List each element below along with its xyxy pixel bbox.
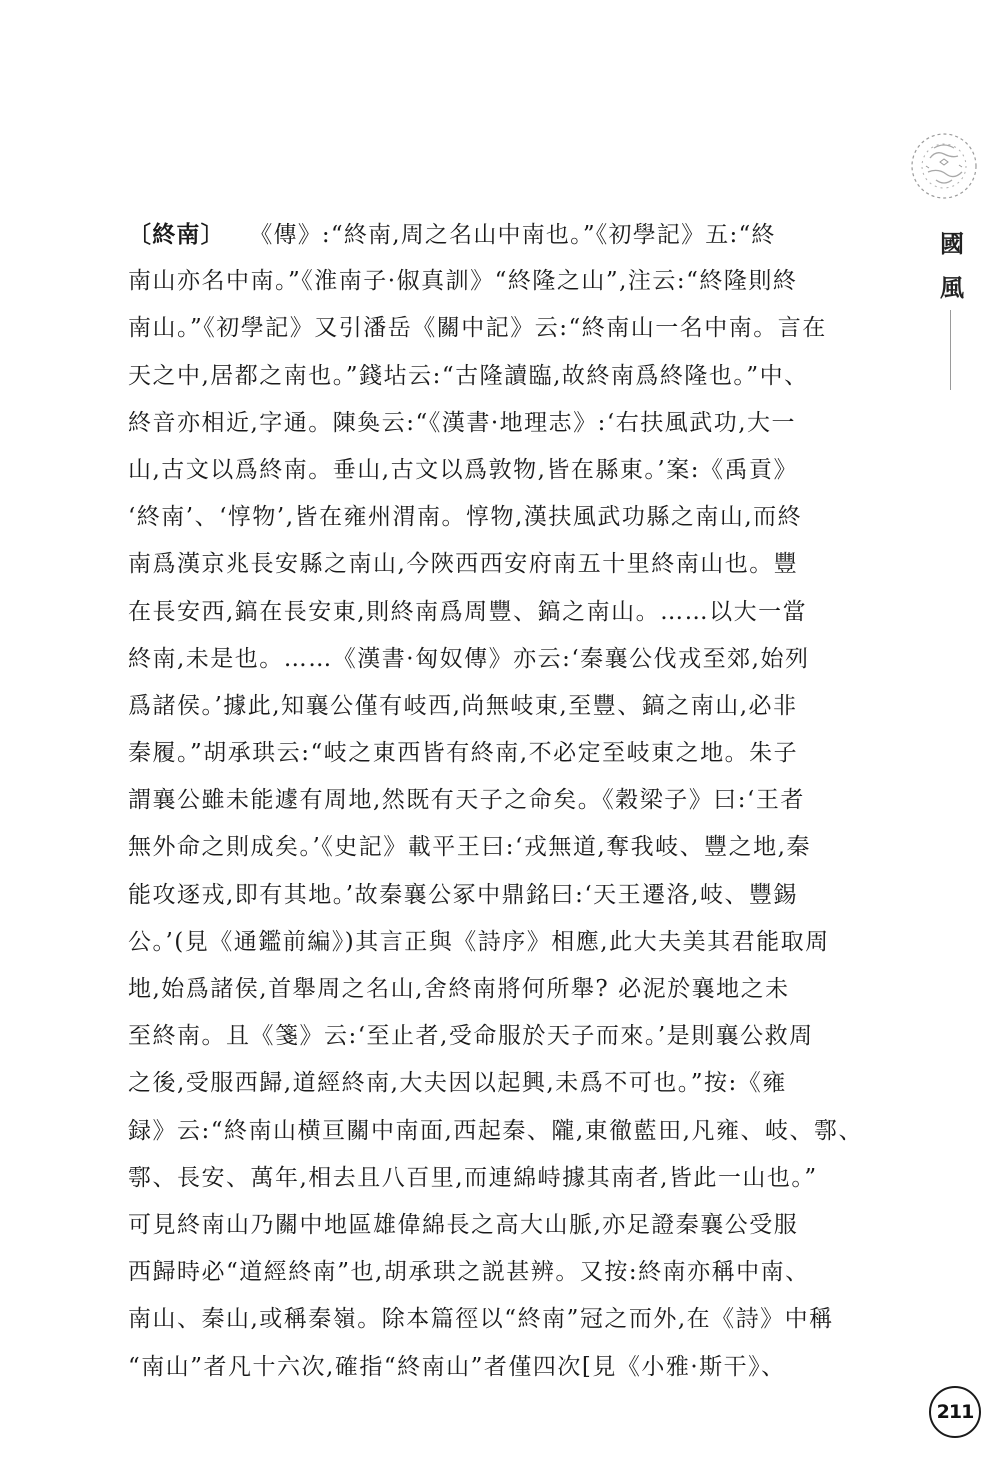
text-line: 可見終南山乃關中地區雄偉綿長之高大山脈,亦足證秦襄公受服 bbox=[128, 1211, 799, 1238]
section-title-text: 國風 bbox=[940, 230, 964, 302]
text-line bbox=[128, 211, 888, 258]
text-line-rest: 《傳》:“終南,周之名山中南也。”《初學記》五:“終 bbox=[260, 222, 776, 248]
text-line: 鄠、長安、萬年,相去且八百里,而連綿峙據其南者,皆此一山也。” bbox=[128, 1164, 818, 1191]
text-line: 之後,受服西歸,道經終南,大夫因以起興,未爲不可也。”按:《雍 bbox=[128, 1070, 787, 1097]
text-line: 爲諸侯。’據此,知襄公僅有岐西,尚無岐東,至豐、鎬之南山,必非 bbox=[128, 692, 798, 719]
text-line: 秦履。”胡承珙云:“岐之東西皆有終南,不必定至岐東之地。朱子 bbox=[128, 740, 799, 767]
text-line: 在長安西,鎬在長安東,則終南爲周豐、鎬之南山。……以大一當 bbox=[128, 598, 808, 625]
text-line: “南山”者凡十六次,確指“終南山”者僅四次[見《小雅·斯干》、 bbox=[128, 1353, 786, 1380]
page-number-text: 211 bbox=[936, 1401, 974, 1423]
text-line: 南山、秦山,或稱秦嶺。除本篇徑以“終南”冠之而外,在《詩》中稱 bbox=[128, 1306, 834, 1333]
text-line: 能攻逐戎,即有其地。’故秦襄公冢中鼎銘曰:‘天王遷洛,岐、豐錫 bbox=[128, 881, 798, 908]
main-text bbox=[128, 211, 888, 1391]
text-line: 録》云:“終南山横亘關中南面,西起秦、隴,東徹藍田,凡雍、岐、鄠、 bbox=[128, 1117, 863, 1144]
text-line: 謂襄公雖未能遽有周地,然既有天子之命矣。《穀梁子》曰:‘王者 bbox=[128, 787, 805, 814]
text-line: 無外命之則成矣。’《史記》載平王曰:‘戎無道,奪我岐、豐之地,秦 bbox=[128, 834, 811, 861]
text-line: 公。’(見《通鑑前編》)其言正與《詩序》相應,此大夫美其君能取周 bbox=[128, 928, 830, 955]
text-line: 天之中,居都之南也。”錢坫云:“古隆讀臨,故終南爲終隆也。”中、 bbox=[128, 362, 809, 389]
text-line: 南山。”《初學記》又引潘岳《關中記》云:“終南山一名中南。言在 bbox=[128, 315, 827, 342]
section-title bbox=[938, 222, 966, 310]
text-line: 南爲漢京兆長安縣之南山,今陜西西安府南五十里終南山也。豐 bbox=[128, 551, 799, 578]
text-line: 終音亦相近,字通。陳奐云:“《漢書·地理志》:‘右扶風武功,大一 bbox=[128, 409, 797, 436]
text-line: 西歸時必“道經終南”也,胡承珙之説甚辨。又按:終南亦稱中南、 bbox=[128, 1259, 810, 1286]
text-line: 南山亦名中南。”《淮南子·俶真訓》“終隆之山”,注云:“終隆則終 bbox=[128, 268, 798, 295]
text-line: 至終南。且《箋》云:‘至止者,受命服於天子而來。’是則襄公救周 bbox=[128, 1023, 814, 1050]
side-divider bbox=[950, 310, 951, 390]
seal-stamp-icon bbox=[906, 128, 982, 204]
text-line: ‘終南’、‘惇物’,皆在雍州渭南。惇物,漢扶風武功縣之南山,而終 bbox=[128, 504, 803, 531]
entry-heading: 〔終南〕 bbox=[128, 221, 225, 248]
text-line: 終南,未是也。……《漢書·匈奴傳》亦云:‘秦襄公伐戎至郊,始列 bbox=[128, 645, 810, 672]
text-line: 地,始爲諸侯,首舉周之名山,舍終南將何所舉? 必泥於襄地之未 bbox=[128, 976, 790, 1002]
page-number bbox=[929, 1386, 981, 1438]
text-line: 山,古文以爲終南。垂山,古文以爲敦物,皆在縣東。’案:《禹貢》 bbox=[128, 456, 798, 483]
